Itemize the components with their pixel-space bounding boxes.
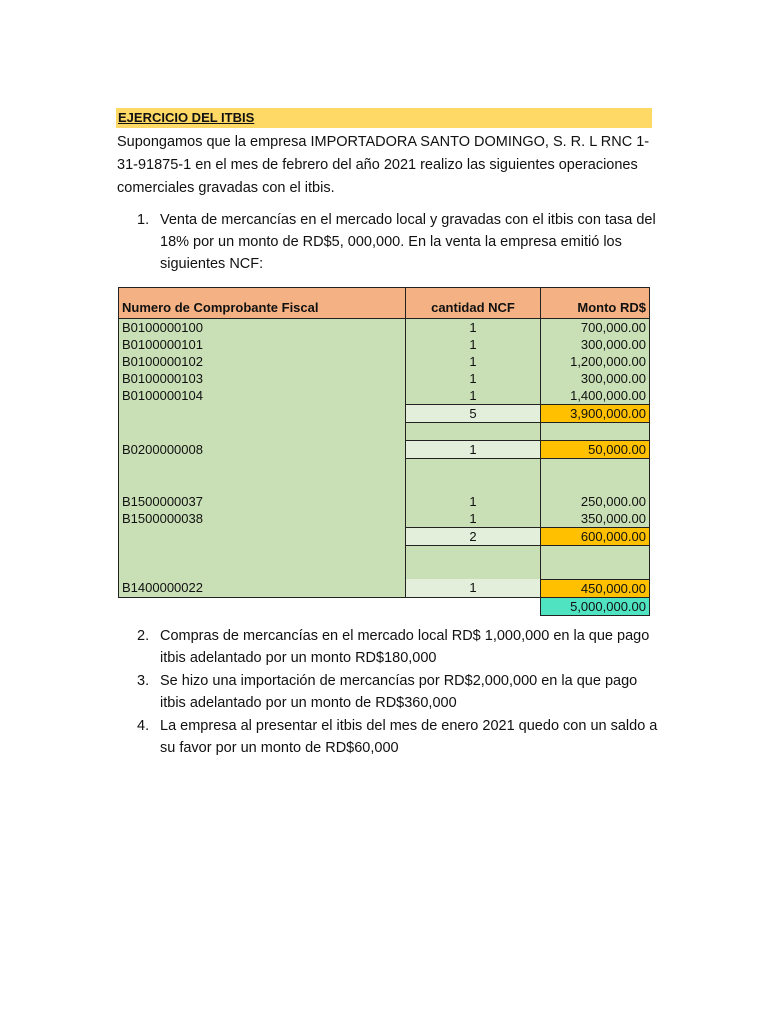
blank-cell (541, 459, 650, 493)
table-row (119, 510, 650, 528)
grand-total-amount: 5,000,000.00 (541, 597, 650, 615)
blank-cell (119, 545, 406, 579)
list-text: Se hizo una importación de mercancías por RD$2,000,000 en la que pago itbis adelantado por un monto de RD$360,000 (160, 673, 638, 711)
table-row (119, 353, 650, 370)
blank-cell (119, 405, 406, 423)
table-row (119, 387, 650, 405)
table-row (119, 441, 650, 459)
list-text: Venta de mercancías en el mercado local y gravadas con el itbis con tasa del 18% por un monto de RD$5, 000,000. En la venta la empresa emitió los siguientes NCF: (160, 212, 656, 272)
blank-cell (406, 597, 541, 615)
subtotal-amount: 3,900,000.00 (541, 405, 650, 423)
amount-cell: 300,000.00 (541, 370, 650, 387)
blank-cell (541, 545, 650, 579)
document-title: EJERCICIO DEL ITBIS (118, 110, 255, 125)
qty-cell: 1 (406, 510, 541, 528)
blank-cell (541, 423, 650, 441)
blank-cell (119, 597, 406, 615)
subtotal-qty: 5 (406, 405, 541, 423)
table-header-row (119, 288, 650, 319)
ncf-cell: B0200000008 (119, 441, 406, 459)
blank-cell (119, 423, 406, 441)
intro-paragraph: Supongamos que la empresa IMPORTADORA SANTO DOMINGO, S. R. L RNC 1-31-91875-1 en el mes de febrero del año 2021 realizo las siguientes operaciones comerciales gravadas con el itbis. (117, 134, 650, 196)
qty-cell: 1 (406, 579, 541, 597)
subtotal-qty: 2 (406, 527, 541, 545)
spacer-row (119, 545, 650, 579)
subtotal-amount: 600,000.00 (541, 527, 650, 545)
table-row (119, 370, 650, 387)
qty-cell: 1 (406, 370, 541, 387)
spacer-row (119, 459, 650, 493)
table-row (119, 319, 650, 337)
amount-cell: 1,400,000.00 (541, 387, 650, 405)
qty-cell: 1 (406, 493, 541, 510)
list-text: Compras de mercancías en el mercado local RD$ 1,000,000 en la que pago itbis adelantado por un monto RD$180,000 (160, 628, 650, 666)
ncf-cell: B1500000037 (119, 493, 406, 510)
ncf-cell: B0100000102 (119, 353, 406, 370)
list-number: 1. (137, 212, 150, 228)
ncf-table (118, 287, 650, 616)
subtotal-row (119, 405, 650, 423)
qty-cell: 1 (406, 336, 541, 353)
list-number: 3. (137, 673, 150, 689)
list-text: La empresa al presentar el itbis del mes de enero 2021 quedo con un saldo a su favor por un monto de RD$60,000 (160, 718, 658, 756)
subtotal-row (119, 527, 650, 545)
qty-cell: 1 (406, 387, 541, 405)
ncf-cell: B0100000101 (119, 336, 406, 353)
header-qty: cantidad NCF (406, 288, 541, 319)
qty-cell: 1 (406, 319, 541, 337)
ncf-cell: B0100000100 (119, 319, 406, 337)
ncf-cell: B0100000103 (119, 370, 406, 387)
amount-cell: 450,000.00 (541, 579, 650, 597)
blank-cell (406, 545, 541, 579)
header-ncf: Numero de Comprobante Fiscal (119, 288, 406, 319)
amount-cell: 700,000.00 (541, 319, 650, 337)
blank-cell (119, 527, 406, 545)
amount-cell: 350,000.00 (541, 510, 650, 528)
amount-cell: 300,000.00 (541, 336, 650, 353)
ncf-cell: B1400000022 (119, 579, 406, 597)
table-row (119, 336, 650, 353)
blank-cell (119, 459, 406, 493)
list-number: 2. (137, 628, 150, 644)
qty-cell: 1 (406, 353, 541, 370)
table-row (119, 493, 650, 510)
spacer-row (119, 423, 650, 441)
blank-cell (406, 459, 541, 493)
table-row (119, 579, 650, 597)
grand-total-row (119, 597, 650, 615)
amount-cell: 1,200,000.00 (541, 353, 650, 370)
header-amount: Monto RD$ (541, 288, 650, 319)
amount-cell: 50,000.00 (541, 441, 650, 459)
blank-cell (406, 423, 541, 441)
ncf-cell: B0100000104 (119, 387, 406, 405)
list-number: 4. (137, 718, 150, 734)
amount-cell: 250,000.00 (541, 493, 650, 510)
qty-cell: 1 (406, 441, 541, 459)
ncf-cell: B1500000038 (119, 510, 406, 528)
